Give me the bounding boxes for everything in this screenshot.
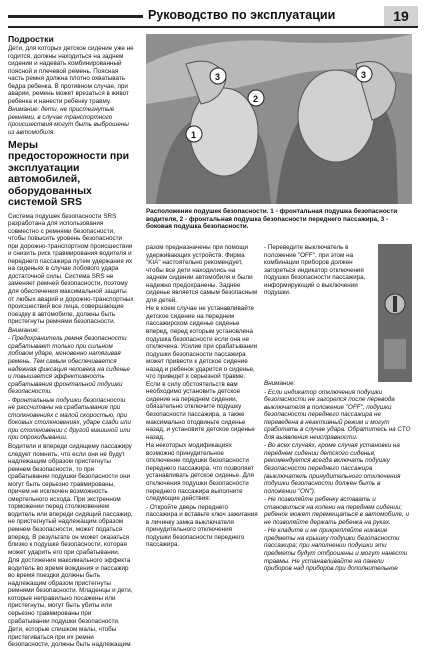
paragraph: Водители и впереди сидящему пассажиру следует помнить, что если они не будут надлежащим образом пристегнуты ремнем безопасности, то при срабатывании подушки безопасности они могут быть серьезно травмированы, причем не исключен возможность смертельного исхода. При экстренном торможении перед столкновением водитель или впереди сидящий пассажир, не пристегнутый надлежащим образом ремнем безопасности, может податься вперед. В результате он может оказаться близко к подушке безопасности, которая может ударить его при срабатывании. bbox=[8, 442, 133, 556]
warning-bullet: - Не кладите и не прикрепляйте никакие предметы на крышку подушки безопасности пассажира; при наполнении подушки эти предметы будут отброшены и могут нанести травмы. Не устанавливайте на панели приборов над приборов при дополнительное bbox=[264, 527, 408, 573]
warning-bullet: - Не позволяйте ребенку вставать и становиться на колени на переднем сидении; ребенок может перемещаться в автомобиле, и не позволяйте держать ребенка на руках. bbox=[264, 496, 409, 526]
paragraph: Дети, которые слишком малы, чтобы пристегиваться при их ремни безопасности, должны быть надлежащим bbox=[8, 626, 131, 649]
switch-photo bbox=[378, 244, 412, 382]
page-header bbox=[8, 6, 418, 28]
label-2: 2 bbox=[253, 94, 259, 104]
label-3: 3 bbox=[215, 72, 221, 82]
column-left bbox=[8, 34, 134, 649]
airbag-diagram bbox=[146, 34, 412, 204]
airbag-switch-image bbox=[378, 244, 412, 382]
page-title: Руководство по эксплуатации bbox=[148, 8, 336, 22]
warning-title: Внимание: bbox=[8, 326, 40, 334]
column-middle bbox=[146, 244, 258, 596]
paragraph: разом предназначены при помощи удерживающих устройств. Фирма "KIA" настоятельно рекомендует, чтобы все дети находились на заднем сидении автомобиля и были надежно предохранены. Заднее сиденье является самым безопасным для детей. bbox=[146, 244, 258, 304]
paragraph: - Откройте дверь переднего пассажира и вставьте ключ зажигания в личинку замка выключателя принудительного отключения подушки безопасности переднего пассажира. bbox=[146, 503, 258, 549]
column-right-bottom bbox=[264, 380, 412, 595]
section-heading-srs: Меры предосторожности при эксплуатации автомобилей, оборудованных системой SRS bbox=[8, 138, 130, 209]
header-rule bbox=[8, 15, 143, 18]
paragraph: Не в коем случае не устанавливайте детское сидение на переднем пассажирском сиденье сиденье вперед, перед которым установлена подушка безопасности если она не отключена. Усилие при срабатывании подушки безопасности пассажира может привести к детское сидение назад и ребенок ударится о сиденье, что приведет к серьезной травме. Если в силу обстоятельств вам необходимо установить детское сидение на переднем сидении, обязательно отключите подушку безопасности пассажира, а также максимально отодвиньте сиденье назад, и установите детское сиденье назад. bbox=[146, 305, 258, 441]
warning-note: Внимание: дети, не пристегнутые ремнями, в случае транспортного происшествия могут быть выброшены из автомобиля. bbox=[8, 106, 129, 137]
warning-title: Внимание: bbox=[264, 380, 296, 387]
paragraph: Система подушек безопасности SRS разработана для использования совместно с ремнями безопасности, чтобы повысить уровень безопасности при дорожно-транспортном происшествии и снизить риск травмирования водителя и переднего пассажира путем удержания их на сиденьях в случае лобового удара достаточной силы. Система SRS не заменяет ремней безопасности, поэтому для обеспечения максимальной защиты от любых аварий и дорожно-транспортных происшествий все лица, совершающие поездку в автомобиле, должны быть пристегнуты ремнями безопасности. bbox=[8, 212, 134, 326]
warning-bullet: - Предохранитель ремня безопасности срабатывает только при сильном лобовом ударе, мгновенно натягивая ремень. Тем самым обеспечивается надежная фиксация человека на сиденье и повышается эффективность срабатывания фронтальной подушки безопасности. bbox=[8, 335, 130, 396]
paragraph: На некоторых модификациях возможно принудительное отключение подушки безопасности переднего пассажира, что позволяет устанавливать детское сиденье. Для отключения подушки безопасности переднего пассажира выполните следующие действия: bbox=[146, 442, 254, 503]
paragraph: - Переведите выключатель в положение "OFF", при этом на комбинации приборов должен загореться индикатор отключения подушки безопасности пассажира, информирующий о выключении подушки. bbox=[264, 244, 366, 297]
label-1: 1 bbox=[191, 130, 197, 140]
warning-bullet: - Фронтальные подушки безопасности не рассчитаны на срабатывание при столкновениях с малой скоростью, при боковых столкновениях, ударе сзади или при столкновении с другой машиной или при опрокидывании. bbox=[8, 396, 131, 442]
paragraph: Для достижения максимального эффекта водитель во время вождения и пассажир во время поездки должны быть надлежащим образом пристегнуты ремнями безопасности. Младенцы и дети, которые неправильно посажены или пристегнуты, могут быть убиты или серьезно травмированы при срабатывании подушки безопасности. bbox=[8, 557, 133, 625]
warning-bullet: - Во всех случаях, кроме случая установки на переднем сидении детского сиденья, рекомендуется всегда включать подушку безопасности переднего пассажира (выключатель принудительного отключения подушки безопасности должен быть в положении "ON"). bbox=[264, 442, 401, 495]
airbag-illustration bbox=[146, 34, 412, 204]
warning-bullet: - Если индикатор отключения подушки безопасности не загорелся после перевода выключателя в положение "OFF", подушки безопасности переднего пассажира не переведена в неактивный режим и могут сработать в случае удара. Обратитесь на СТО для выявления неисправности. bbox=[264, 388, 411, 441]
paragraph: Дети, для которых детское сидение уже не годится, должны находиться на заднем сидении и надевать комбинированный поясной и плечевой ремень. Поясная часть ремня должна плотно охватывать бедра ребенка. В противном случае, при аварии, ремень может врезаться в живот ребенка и нанести ребенку травму. bbox=[8, 45, 134, 105]
figure-caption: Расположение подушек безопасности. 1 - фронтальная подушка безопасности водителя, 2 - фронтальная подушка безопасности переднего пассажира, 3 - боковая подушка безопасности. bbox=[146, 208, 398, 231]
page-number: 19 bbox=[384, 6, 418, 26]
section-heading-teens: Подростки bbox=[8, 34, 54, 44]
label-3b: 3 bbox=[361, 70, 367, 80]
